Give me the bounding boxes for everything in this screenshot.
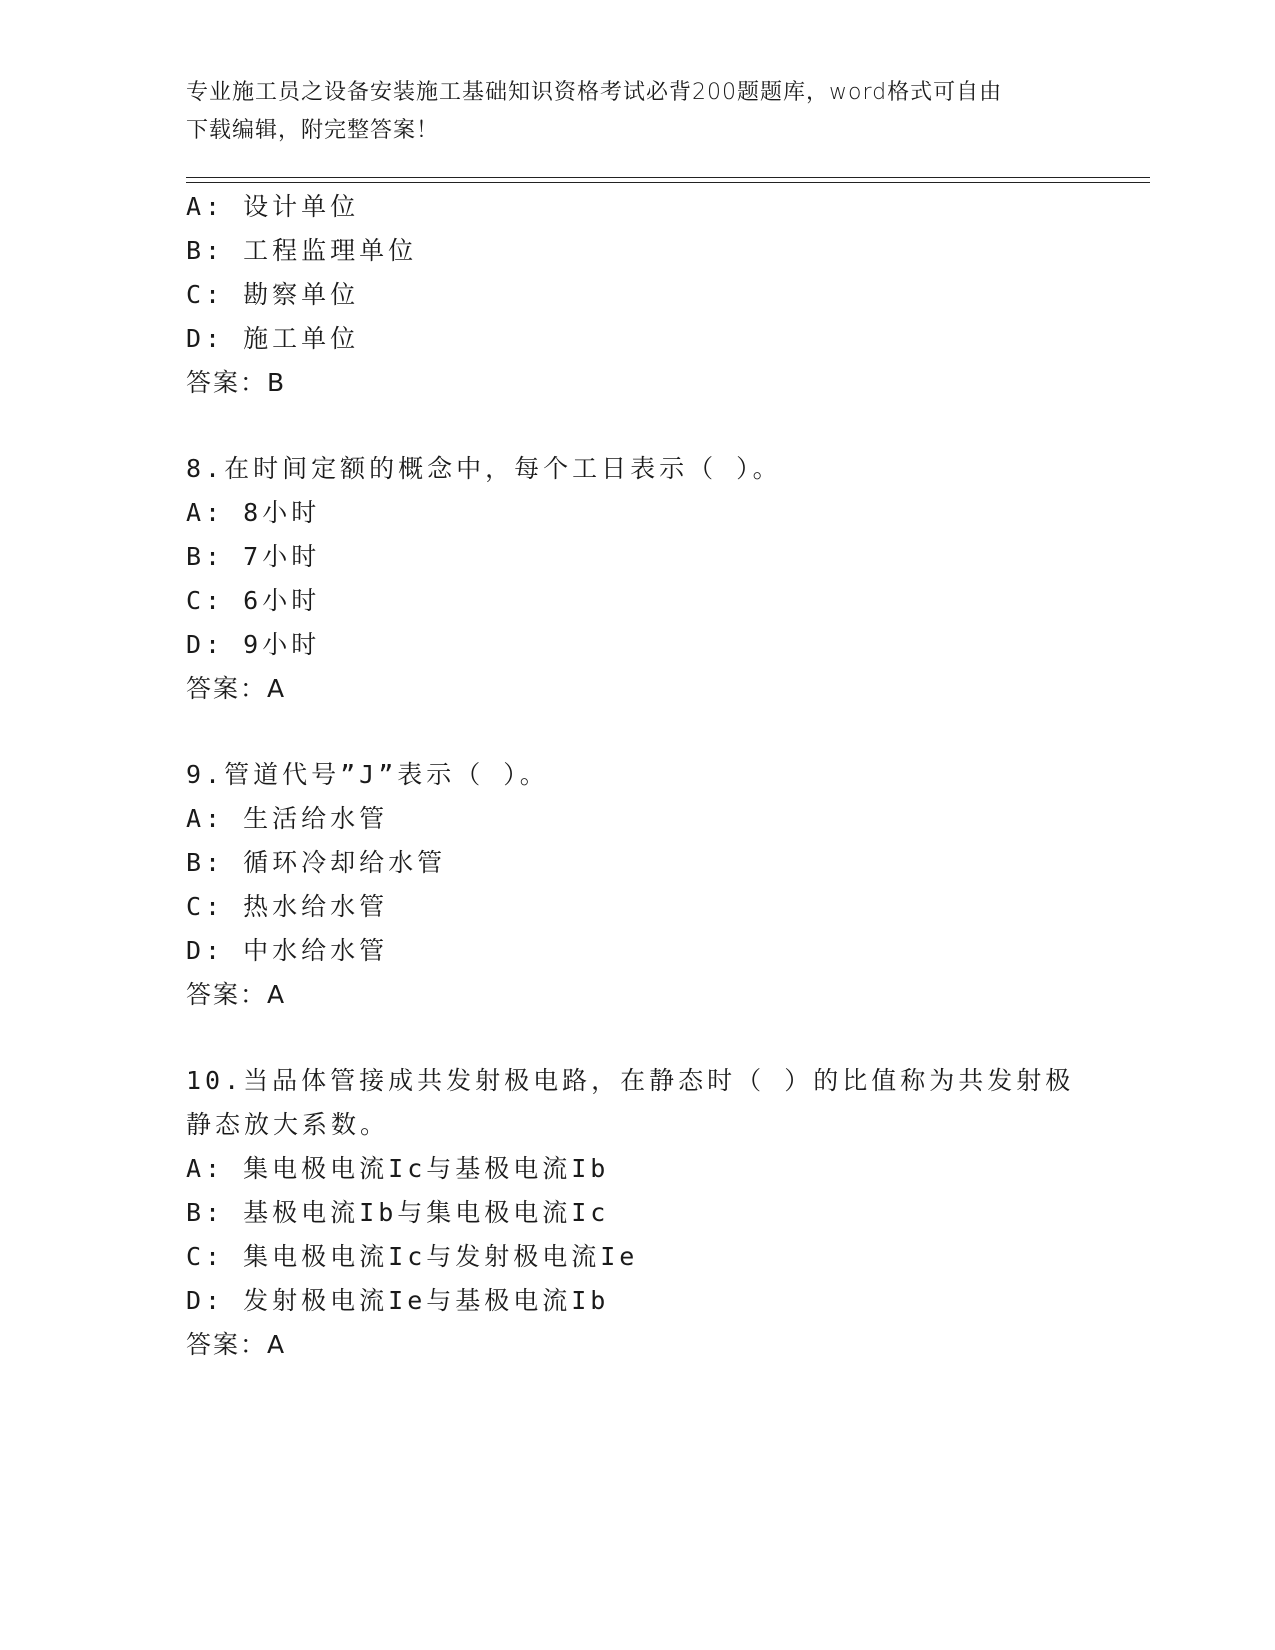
document-header: [186, 74, 1076, 150]
q8-option-a: A: 8小时: [186, 498, 321, 527]
q8-option-d: D: 9小时: [186, 630, 321, 659]
q7-option-d: D: 施工单位: [186, 324, 360, 353]
q9-option-b: B: 循环冷却给水管: [186, 848, 447, 877]
q7-option-b: B: 工程监理单位: [186, 236, 418, 265]
q7-answer: 答案：B: [186, 368, 287, 397]
q9-option-a: A: 生活给水管: [186, 804, 389, 833]
q8-option-b: B: 7小时: [186, 542, 321, 571]
header-divider-top: [186, 177, 1150, 178]
q10-option-c: C: 集电极电流Ic与发射极电流Ie: [186, 1242, 639, 1271]
header-line-1: 专业施工员之设备安装施工基础知识资格考试必背200题题库，word格式可自由: [186, 80, 1003, 105]
q7-option-a: A: 设计单位: [186, 192, 360, 221]
q9-answer: 答案：A: [186, 980, 287, 1009]
q8-option-c: C: 6小时: [186, 586, 321, 615]
q10-option-d: D: 发射极电流Ie与基极电流Ib: [186, 1286, 610, 1315]
q10-stem: 10.当品体管接成共发射极电路，在静态时（ ）的比值称为共发射极: [186, 1066, 1075, 1095]
header-divider-bottom: [186, 182, 1150, 183]
q10-option-b: B: 基极电流Ib与集电极电流Ic: [186, 1198, 610, 1227]
q8-answer: 答案：A: [186, 674, 287, 703]
q9-option-c: C: 热水给水管: [186, 892, 389, 921]
q9-stem: 9.管道代号”J”表示（ ）。: [186, 760, 549, 789]
q9-option-d: D: 中水给水管: [186, 936, 389, 965]
q10-option-a: A: 集电极电流Ic与基极电流Ib: [186, 1154, 610, 1183]
q7-option-c: C: 勘察单位: [186, 280, 360, 309]
q10-stem-continued: 静态放大系数。: [186, 1110, 390, 1139]
q8-stem: 8.在时间定额的概念中，每个工日表示（ ）。: [186, 454, 782, 483]
header-line-2: 下载编辑，附完整答案！: [186, 118, 440, 143]
q10-answer: 答案：A: [186, 1330, 287, 1359]
